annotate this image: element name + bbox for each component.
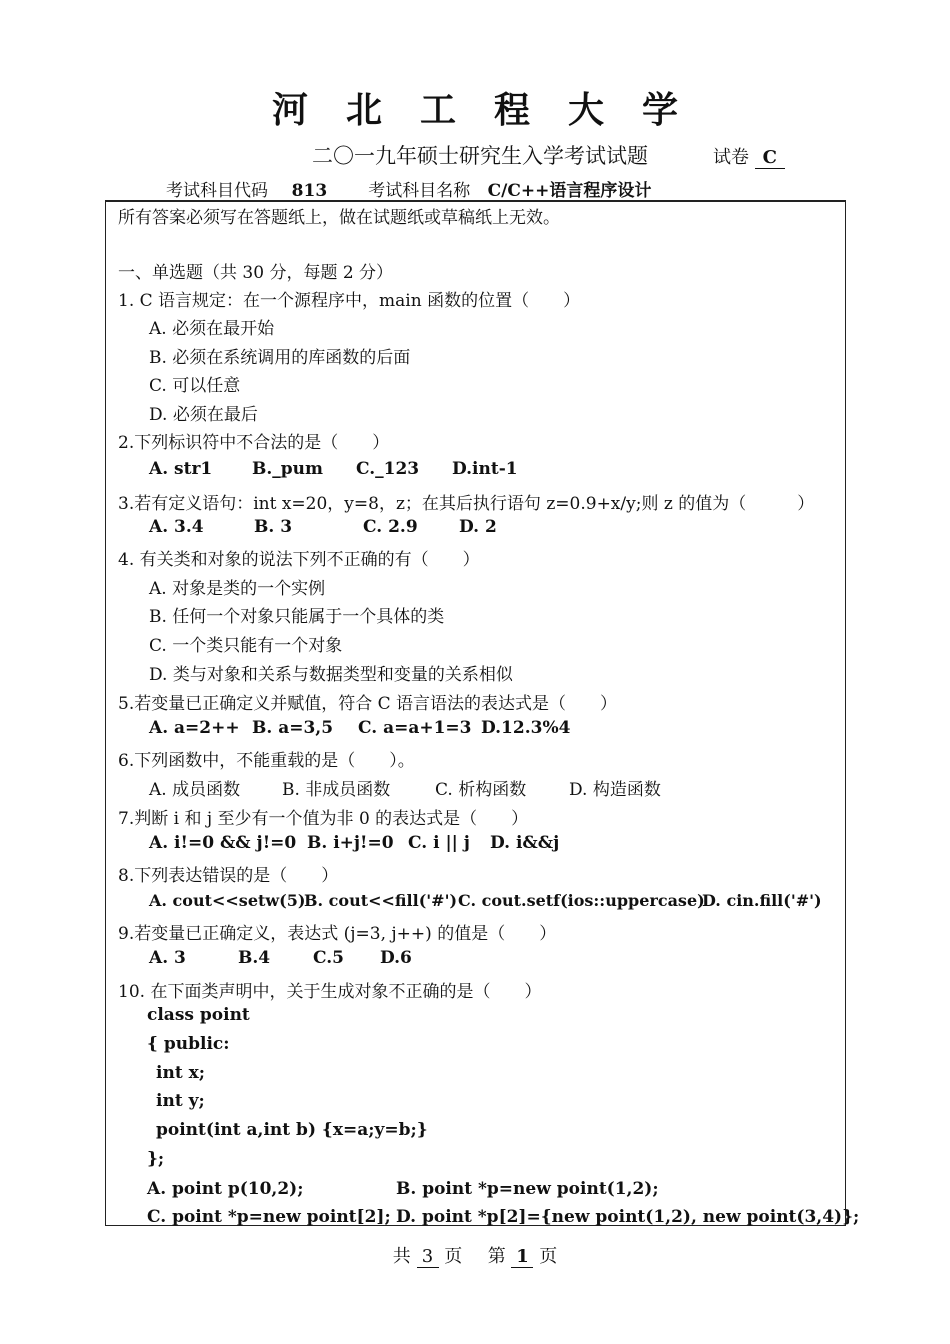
q9-option-d: D.6 [380,948,412,968]
q9-option-b: B.4 [238,948,271,968]
q6-option-d: D. 构造函数 [569,780,661,800]
q10-option-c: C. point *p=new point[2]; [147,1207,391,1227]
q3-option-b: B. 3 [254,517,293,537]
q7-text: 7.判断 i 和 j 至少有一个值为非 0 的表达式是（ ） [118,809,529,829]
q10-text: 10. 在下面类声明中，关于生成对象不正确的是（ ） [118,982,542,1002]
q10-code-line: int y; [156,1091,205,1111]
q1-text: 1. C 语言规定：在一个源程序中，main 函数的位置（ ） [118,291,581,311]
q5-option-b: B. a=3,5 [252,718,334,738]
q1-option-c: C. 可以任意 [149,376,241,396]
q10-code-line: point(int a,int b) {x=a;y=b;} [156,1120,428,1140]
subject-code: 813 [273,181,345,202]
current-page: 1 [511,1246,533,1268]
q3-option-a: A. 3.4 [149,517,204,537]
q8-option-b: B. cout<<fill('#') [304,891,458,910]
paper-id-label [713,143,785,169]
q10-code-line: { public: [147,1034,230,1054]
q5-option-c: C. a=a+1=3 [358,718,472,738]
section-heading: 一、单选题（共 30 分，每题 2 分） [118,263,394,283]
q10-code-line: class point [147,1005,250,1025]
total-label: 共 [392,1246,411,1267]
q6-option-a: A. 成员函数 [149,780,241,800]
q4-option-d: D. 类与对象和关系与数据类型和变量的关系相似 [149,665,513,685]
q2-text: 2.下列标识符中不合法的是（ ） [118,433,390,453]
q7-option-b: B. i+j!=0 [307,833,394,853]
q3-text: 3.若有定义语句：int x=20，y=8，z；在其后执行语句 z=0.9+x/y;则 z 的值为（ ） [118,494,815,514]
paper-id: C [755,147,785,169]
q8-option-c: C. cout.setf(ios::uppercase) [458,891,705,910]
q7-option-c: C. i || j [408,833,470,853]
subject-name: C/C++语言程序设计 [476,176,798,202]
q10-option-a: A. point p(10,2); [147,1179,304,1199]
q10-option-d: D. point *p[2]={new point(1,2), new point(3,4)}; [396,1207,860,1227]
page-unit: 页 [539,1246,558,1267]
q2-option-a: A. str1 [149,459,213,479]
q8-text: 8.下列表达错误的是（ ） [118,866,339,886]
page-footer [0,1242,950,1268]
q7-option-d: D. i&&j [490,833,560,853]
q1-option-a: A. 必须在最开始 [149,319,275,339]
q10-code-line: int x; [156,1063,205,1083]
q5-option-a: A. a=2++ [149,718,240,738]
paper-label: 试卷 [713,147,749,168]
university-title: 河北工程大学 [271,89,716,131]
q2-option-d: D.int-1 [452,459,518,479]
q5-text: 5.若变量已正确定义并赋值，符合 C 语言语法的表达式是（ ） [118,694,618,714]
q7-option-a: A. i!=0 && j!=0 [149,833,297,853]
page-unit: 页 [444,1246,463,1267]
q1-option-b: B. 必须在系统调用的库函数的后面 [149,348,411,368]
q2-option-b: B._pum [252,459,324,479]
q9-option-a: A. 3 [149,948,186,968]
q4-option-b: B. 任何一个对象只能属于一个具体的类 [149,607,445,627]
q8-option-d: D. cin.fill('#') [702,891,822,910]
q9-text: 9.若变量已正确定义，表达式 (j=3, j++) 的值是（ ） [118,924,557,944]
q3-option-d: D. 2 [459,517,497,537]
q6-option-c: C. 析构函数 [435,780,527,800]
q2-option-c: C._123 [356,459,420,479]
q5-option-d: D.12.3%4 [481,718,571,738]
current-label: 第 [487,1246,506,1267]
total-pages: 3 [417,1246,439,1268]
q8-option-a: A. cout<<setw(5) [149,891,306,910]
q3-option-c: C. 2.9 [363,517,418,537]
notice: 所有答案必须写在答题纸上，做在试题纸或草稿纸上无效。 [118,208,560,228]
q6-option-b: B. 非成员函数 [282,780,391,800]
subject-name-label: 考试科目名称 [368,181,471,201]
q4-text: 4. 有关类和对象的说法下列不正确的有（ ） [118,550,480,570]
q4-option-c: C. 一个类只能有一个对象 [149,636,343,656]
q1-option-d: D. 必须在最后 [149,405,258,425]
subject-code-label: 考试科目代码 [166,181,268,201]
q10-code-line: }; [147,1149,165,1169]
exam-title: 二〇一九年硕士研究生入学考试试题 [312,144,648,168]
subject-info [166,176,798,202]
q4-option-a: A. 对象是类的一个实例 [149,579,326,599]
q9-option-c: C.5 [313,948,344,968]
q6-text: 6.下列函数中，不能重载的是（ ）。 [118,751,415,771]
q10-option-b: B. point *p=new point(1,2); [396,1179,659,1199]
